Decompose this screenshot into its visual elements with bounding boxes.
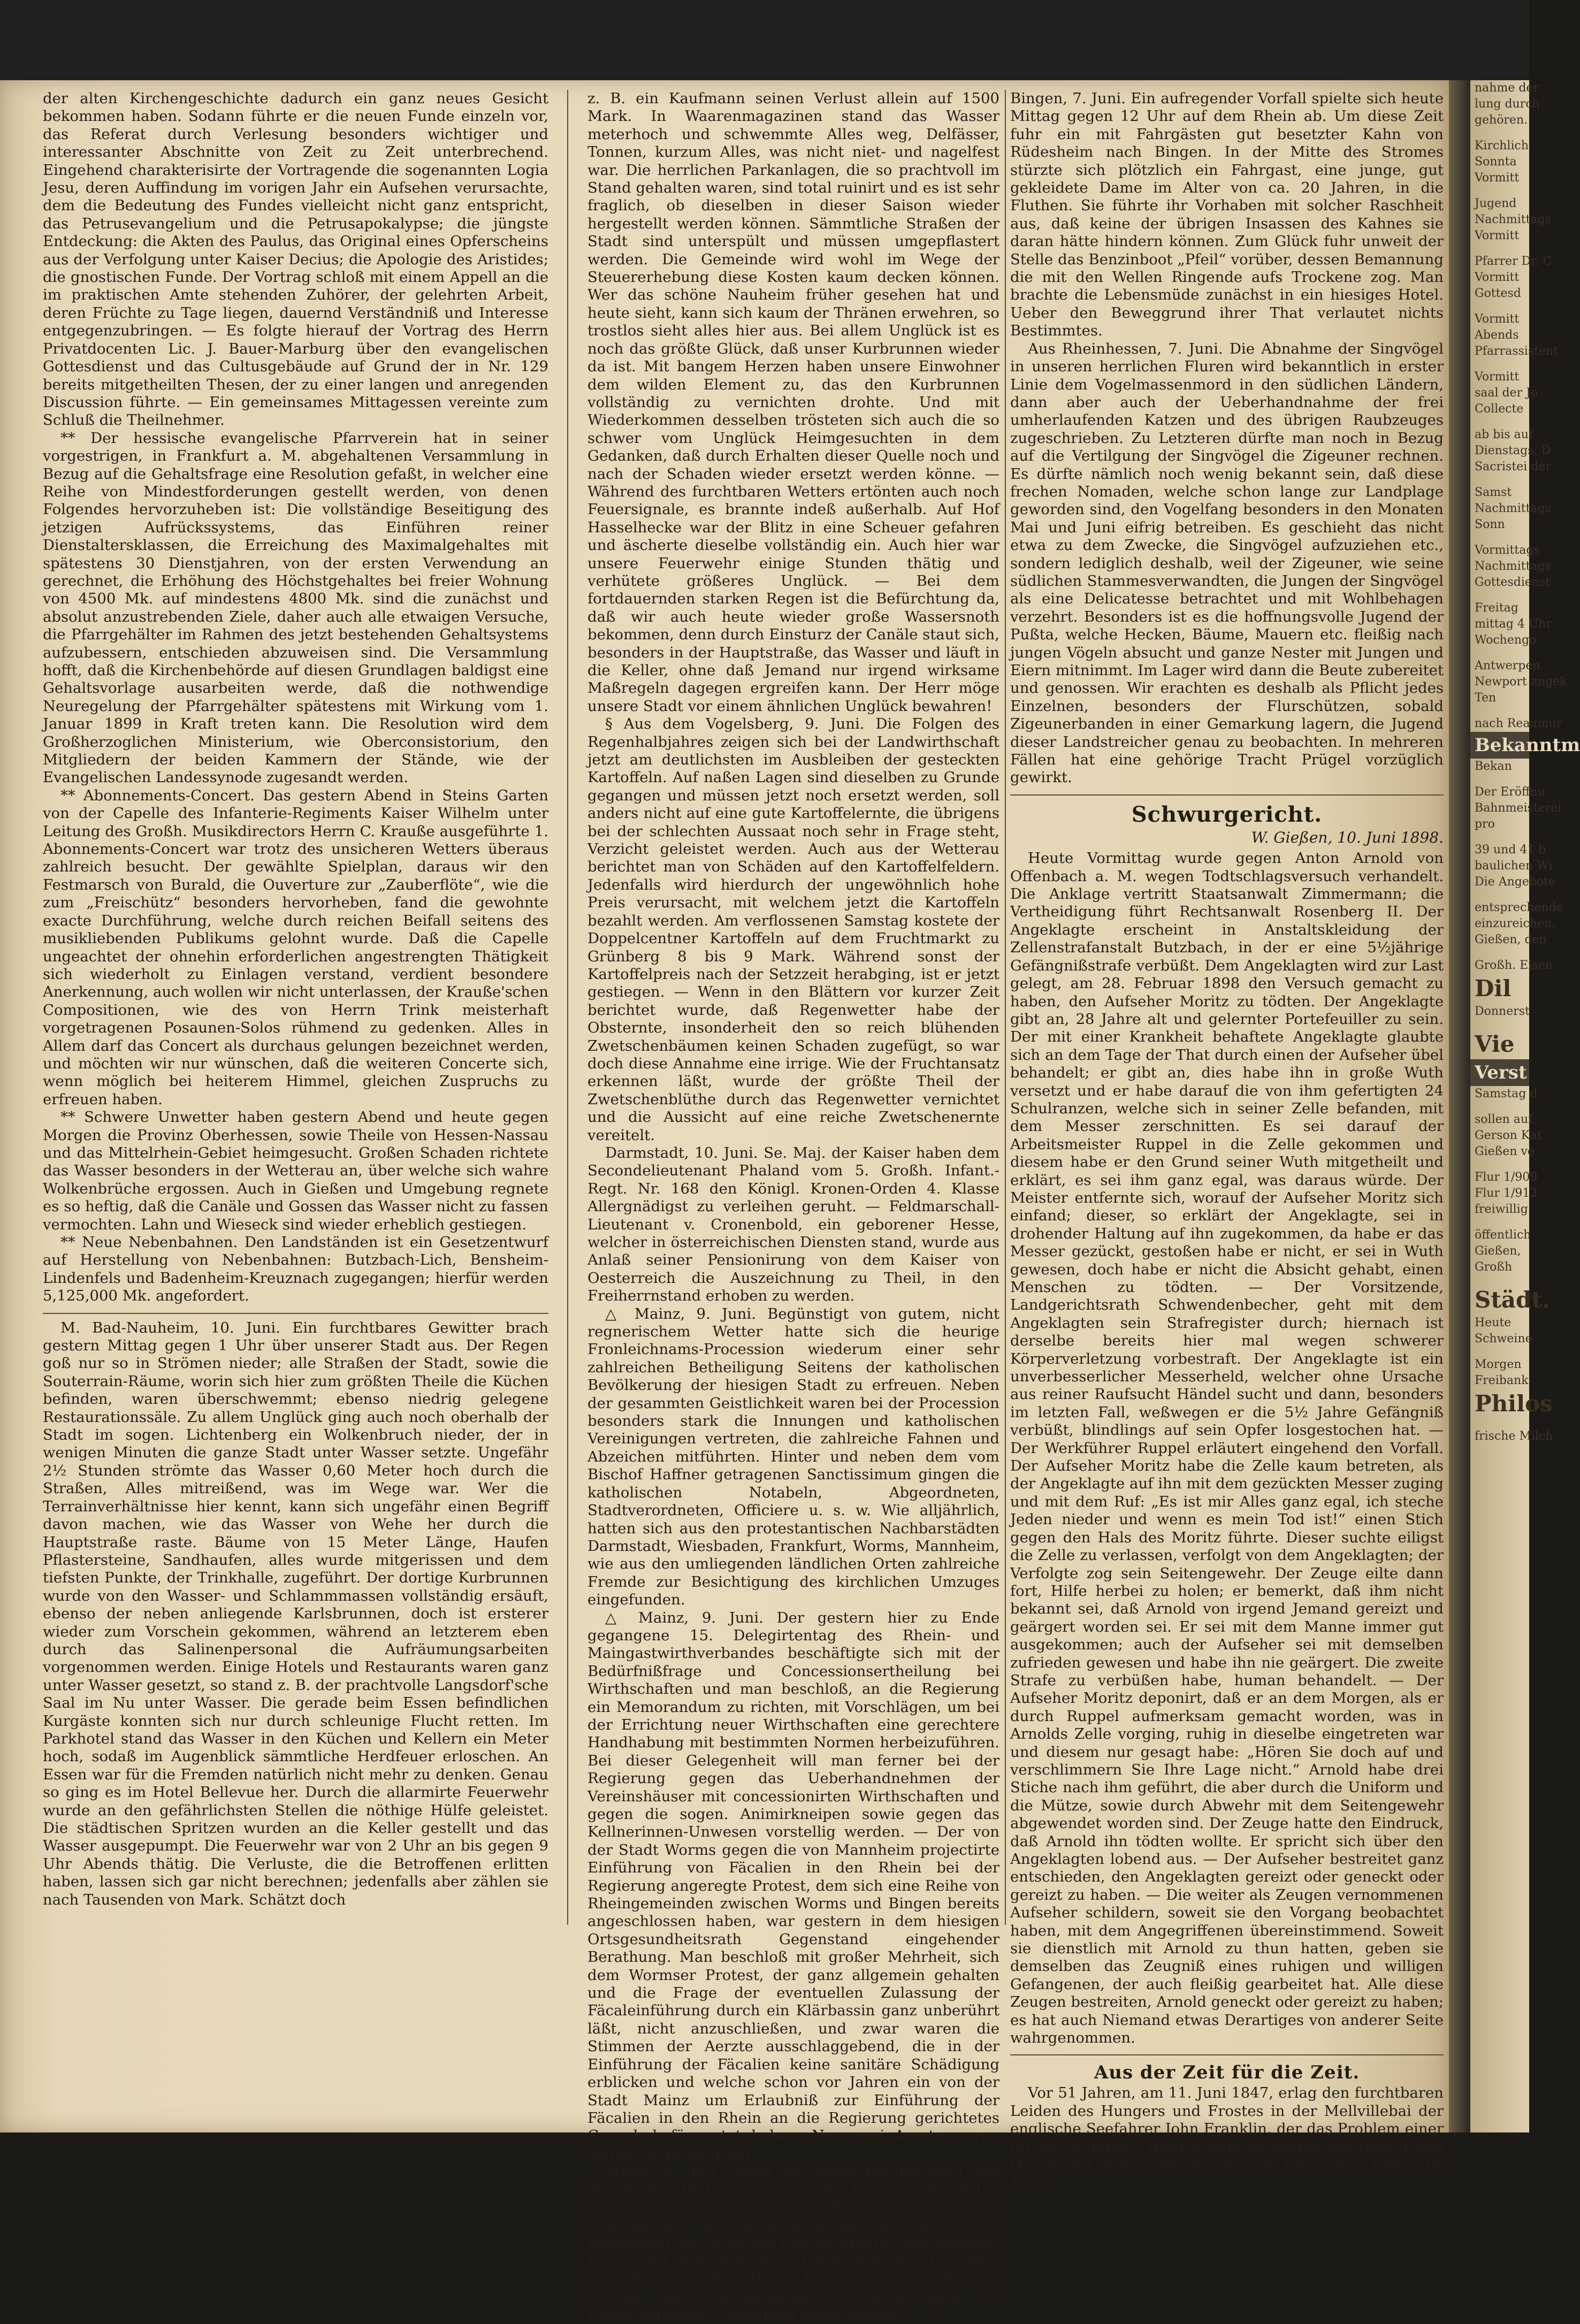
article-pfarrverein: ** Der hessische evangelische Pfarrverein hat in seiner vorgestrigen, in Frankfurt a. M. abgehaltenen Versammlung in Bezug auf die Gehaltsfrage eine Resolution gefaßt, in welcher eine Reihe von Mindestforderungen gestellt werden, von denen Folgendes hervorzuheben ist: Die vollständige Beseitigung des jetzigen Aufrückssystems, das Einführen reiner Dienstaltersklassen, die Erreichung des Maximalgehaltes mit spätestens 30 Dienstjahren, von der ersten Verwendung an gerechnet, die Erhöhung des Höchstgehaltes bei freier Wohnung von 4500 Mk. auf mindestens 4800 Mk. sind die zunächst und absolut anzustrebenden Ziele, daher auch alle etwaigen Versuche, die Pfarrgehälter im Rahmen des jetzt bestehenden Gehaltsystems aufzubessern, entschieden abzuweisen sind. Die Versammlung hofft, daß die Kirchenbehörde auf diesen Grundlagen baldigst eine Gehaltsvorlage ausarbeiten werde, daß die nothwendige Neuregelung der Pfarrgehälter spätestens mit Wirkung vom 1. Januar 1899 in Kraft treten kann. Die Resolution wird dem Großherzoglichen Ministerium, wie Oberconsistorium, den Mitgliedern der beiden Kammern der Stände, wie der Evangelischen Landessynode zugesandt werden. (43, 429, 548, 786)
adjacent-fragment-text: Freitag (1475, 601, 1518, 615)
adjacent-fragment-text: Vormitt (1475, 370, 1520, 384)
adjacent-fragment-text: Jugend (1475, 197, 1517, 210)
adjacent-fragment-text: Wochengo (1475, 633, 1537, 647)
adjacent-fragment-text: Gerson Kat (1475, 1129, 1542, 1142)
column-3 (1010, 90, 1444, 2192)
adjacent-fragment-text: Nachmittags (1475, 213, 1551, 226)
adjacent-fragment-text: Collecte (1475, 402, 1524, 416)
adjacent-fragment-text: Vormittags (1475, 544, 1540, 557)
adjacent-fragment-text: 39 und 41 b (1475, 843, 1546, 857)
adjacent-fragment-text: freiwillig (1475, 1203, 1528, 1216)
adjacent-fragment-text: Bahnmeisterei (1475, 801, 1562, 815)
section-separator (1010, 794, 1444, 796)
adjacent-page-text (1470, 80, 1580, 1444)
adjacent-fragment-text: Großh (1475, 1260, 1513, 1274)
column-2 (587, 90, 999, 2324)
article-bad-nauheim-cont: z. B. ein Kaufmann seinen Verlust allein auf 1500 Mark. In Waarenmagazinen stand das Wasser meterhoch und schwemmte Alles weg, Delfässer, Tonnen, kurzum Alles, was nicht niet- und nagelfest war. Die herrlichen Parkanlagen, die so prachtvoll im Stand gehalten waren, sind total ruinirt und es ist sehr fraglich, ob dieselben in dieser Saison wieder hergestellt werden können. Sämmtliche Straßen der Stadt sind unterspült und müssen umgepflastert werden. Die Gemeinde wird wohl im Wege der Steuererhebung diese Kosten kaum decken können. Wer das schöne Nauheim früher gesehen hat und heute sieht, kann sich kaum der Thränen erwehren, so trostlos sieht alles hier aus. Bei allem Unglück ist es noch das größte Glück, daß unser Kurbrunnen wieder da ist. Mit bangem Herzen haben unsere Einwohner dem wilden Element zu, das den Kurbrunnen vollständig zu vernichten drohte. Und mit Wiederkommen desselben trösteten sich auch die so schwer vom Unglück Heimgesuchten in dem Gedanken, daß durch Erhalten dieser Quelle noch und nach der Schaden wieder ersetzt werden könne. — Während des furchtbaren Wetters ertönten auch noch Feuersignale, es brannte indeß außerhalb. Auf Hof Hasselhecke war der Blitz in eine Scheuer gefahren und äscherte dieselbe vollständig ein. Auch hier war unsere Feuerwehr einige Stunden thätig und verhütete größeres Unglück. — Bei dem fortdauernden starken Regen ist die Befürchtung da, daß wir auch heute wieder große Wassersnoth bekommen, denn durch Einsturz der Canäle staut sich, besonders in der Hauptstraße, das Wasser und läuft in die Keller, ohne daß Jemand nur irgend wirksame Maßregeln dagegen ergreifen kann. Der Herr möge unsere Stadt vor einem ähnlichen Unglück bewahren! (587, 90, 999, 715)
adjacent-fragment-text: Antwerpen (1475, 659, 1540, 672)
adjacent-fragment-text: Gottesd (1475, 287, 1521, 300)
column-separator (43, 1313, 548, 1314)
adjacent-fragment-text: Die Angebote (1475, 875, 1556, 889)
article-mainz-gewitter: Mainz, 9. Juni. Ueber die ganze Rheingegend und den Ried entluden sich heute Nachmittag eine Reihe von heftigen Gewittern mit außerordentlich starken Regengüssen. In Naunheim schlug der Blitz in die Behausung des Ackerers Konrad Maurer und zündete. Es gelang indessen den Hausleuten, die Flammen alsbald zu ersticken. In der Richtung nach Großgerau trieben die niedergegangenen Regenmengen die Felder zeitweise vollständig unter Wasser. (587, 2163, 999, 2323)
adjacent-fragment-text: Gottesdienst (1475, 576, 1551, 589)
history-heading: Aus der Zeit für die Zeit. (1094, 2062, 1360, 2084)
adjacent-fragment-text: Flur 1/913 (1475, 1187, 1538, 1200)
page-gutter (1449, 80, 1470, 2132)
article-bingen: Bingen, 7. Juni. Ein aufregender Vorfall spielte sich heute Mittag gegen 12 Uhr auf dem Rhein ab. Um diese Zeit fuhr ein mit Fahrgästen gut besetzter Kahn von Rüdesheim nach Bingen. In der Mitte des Stromes stürzte sich plötzlich ein Fahrgast, eine junge, gut gekleidete Dame im Alter von ca. 20 Jahren, in die Fluthen. Sie führte ihr Vorhaben mit solcher Raschheit aus, daß keine der übrigen Insassen des Kahnes sie daran hätte hindern können. Zum Glück fuhr unweit der Stelle das Benzinboot „Pfeil“ vorüber, dessen Bemannung die mit den Wellen Ringende aufs Trockene zog. Man brachte die Lebensmüde zunächst in ein hiesiges Hotel. Ueber den Beweggrund ihrer That verlautet nichts Bestimmtes. (1010, 90, 1444, 340)
adjacent-fragment-text: baulichen Wi (1475, 859, 1553, 873)
adjacent-fragment-text: Vormitt (1475, 271, 1520, 284)
adjacent-fragment-text: Bekan (1475, 760, 1512, 773)
adjacent-fragment-text: ab bis auf (1475, 428, 1533, 441)
court-report: Heute Vormittag wurde gegen Anton Arnold von Offenbach a. M. wegen Todtschlagsversuch verhandelt. Die Anklage vertritt Staatsanwalt Zimmermann; die Vertheidigung führt Rechtsanwalt Rosenberg II. Der Angeklagte erscheint in Anstaltskleidung der Zellenstrafanstalt Butzbach, in der er eine 5½jährige Gefängnißstrafe verbüßt. Dem Angeklagten wird zur Last gelegt, am 28. Februar 1898 den Versuch gemacht zu haben, den Aufseher Moritz zu tödten. Der Angeklagte gibt an, 28 Jahre alt und gelernter Portefeuiller zu sein. Der mit einer Krankheit behaftete Angeklagte glaubte sich an dem Tage der That durch einen der Aufseher übel behandelt; er gibt an, dies habe ihn in große Wuth versetzt und er habe darauf die von ihm gefertigten 24 Schulranzen, welche sich in seiner Zelle befanden, mit dem Messer zerschnitten. Es sei darauf der Arbeitsmeister Ruppel in die Zelle gekommen und diesem habe er den Grund seiner Wuth mitgetheilt und erklärt, es sei ihm ganz egal, was daraus würde. Der Meister entfernte sich, worauf der Aufseher Moritz sich einfand; dieser, so erklärt der Angeklagte, sei in drohender Haltung auf ihn zugekommen, da habe er das Messer gezückt, gestoßen habe er nicht, er sei in Wuth gewesen, doch habe er nicht die Absicht gehabt, einen Menschen zu tödten. — Der Vorsitzende, Landgerichtsrath Schwendenbecher, geht mit dem Angeklagten sein Strafregister durch; hiernach ist derselbe bereits hier mal wegen schwerer Körperverletzung vorbestraft. Der Angeklagte ist ein unverbesserlicher Messerheld, welcher ohne Ursache aus reiner Raufsucht Händel sucht und dann, besonders im letzten Fall, weßwegen er die 5½ Jahre Gefängniß verbüßt, blindlings auf sein Opfer losgestochen hat. — Der Werkführer Ruppel erläutert eingehend den Vorfall. Der Aufseher Moritz habe die Zelle kaum betreten, als der Angeklagte auf ihn mit dem gezückten Messer zuging und mit dem Ruf: „Es ist mir Alles ganz egal, ich steche Jeden nieder und wenn es mein Tod ist!“ einen Stich gegen den Hals des Moritz führte. Dieser suchte eiligst die Zelle zu verlassen, verfolgt von dem Angeklagten; der Verfolgte zog sein Seitengewehr. Der Zeuge eilte dann fort, Hilfe herbei zu holen; er bemerkt, daß ihm nicht bekannt sei, daß Arnold von irgend Jemand gereizt und geärgert worden sei. Er sei mit dem Manne immer gut ausgekommen; auch der Aufseher sei mit demselben zufrieden gewesen und habe ihn nie geärgert. Die zweite Strafe zu verbüßen habe, human behandelt. — Der Aufseher Moritz deponirt, daß er an dem Morgen, als er durch Ruppel aufmerksam gemacht worden, was in Arnolds Zelle vorging, ruhig in dieselbe eingetreten war und diesem nur gesagt habe: „Hören Sie doch auf und verschlimmern Sie Ihre Lage nicht.“ Arnold habe drei Stiche nach ihm geführt, die aber durch die Uniform und die Mütze, sowie durch Abwehr mit dem Seitengewehr abgewendet worden sind. Der Zeuge hatte den Eindruck, daß Arnold ihn tödten wollte. Er spricht sich über den Angeklagten lobend aus. — Der Aufseher bestreitet ganz entschieden, den Angeklagten gereizt oder geneckt oder gereizt zu haben. — Die weiter als Zeugen vernommenen Aufseher schildern, soweit sie den Vorgang beobachtet haben, mit dem Angegriffenen übereinstimmend. Soweit sie dienstlich mit Arnold zu thun hatten, geben sie demselben das Zeugniß eines ruhigen und willigen Gefangenen, der auch fleißig gearbeitet hat. Alle diese Zeugen bestreiten, Arnold geneckt oder gereizt zu haben; es hat auch Niemand etwas Derartiges von anderer Seite wahrgenommen. (1010, 850, 1444, 2047)
court-heading: Schwurgericht. (1131, 801, 1323, 827)
adjacent-fragment-text: Gießen, den (1475, 933, 1547, 946)
article-unwetter: ** Schwere Unwetter haben gestern Abend und heute gegen Morgen die Provinz Oberhessen, sowie Theile von Hessen-Nassau und das Mittelrhein-Gebiet heimgesucht. Großen Schaden richtete das Wasser besonders in der Wetterau an, über welche sich wahre Wolkenbrüche ergossen. Auch in Gießen und Umgebung regnete es so heftig, daß die Canäle und Gossen das Wasser nicht zu fassen vermochten. Lahn und Wieseck sind wieder erheblich gestiegen. (43, 1109, 548, 1233)
adjacent-fragment-text: Sonn (1475, 518, 1505, 531)
adjacent-fragment-text: saal der Jo (1475, 386, 1538, 400)
article-bad-nauheim: M. Bad-Nauheim, 10. Juni. Ein furchtbares Gewitter brach gestern Mittag gegen 1 Uhr über unserer Stadt aus. Der Regen goß nur so in Strömen nieder; alle Straßen der Stadt, sowie die Souterrain-Räume, worin sich hier zum größten Theile die Küchen befinden, waren überschwemmt; ebenso niedrig gelegene Restaurationssäle. Zu allem Unglück ging auch noch oberhalb der Stadt im sogen. Lichtenberg ein Wolkenbruch nieder, der in wenigen Minuten die ganze Stadt unter Wasser setzte. Ungefähr 2½ Stunden strömte das Wasser 0,60 Meter hoch durch die Straßen, Alles mitreißend, was im Wege war. Wer die Terrainverhältnisse hier kennt, kann sich ungefähr einen Begriff davon machen, wie das Wasser von Wehe her durch die Hauptstraße raste. Bäume von 15 Meter Länge, Haufen Pflastersteine, Sandhaufen, alles wurde mitgerissen und dem tiefsten Punkte, der Trinkhalle, zugeführt. Der dortige Kurbrunnen wurde von den Wasser- und Schlammmassen vollständig ersäuft, ebenso der neben anliegende Karlsbrunnen, doch ist ersterer wieder zum Vorschein gekommen, während an letzterem eben durch das Salinenpersonal die Aufräumungsarbeiten vorgenommen werden. Einige Hotels und Restaurants waren ganz unter Wasser gesetzt, so stand z. B. der prachtvolle Langsdorf'sche Saal im Nu unter Wasser. Die gerade beim Essen befindlichen Kurgäste konnten sich nur durch schleunige Flucht retten. Im Parkhotel stand das Wasser in den Küchen und Kellern ein Meter hoch, sodaß im Augenblick sämmtliche Herdfeuer erloschen. An Essen war für die Fremden natürlich nicht mehr zu denken. Genau so ging es im Hotel Bellevue her. Durch die allarmirte Feuerwehr wurde an den gefährlichsten Stellen die nöthige Hülfe geleistet. Die städtischen Spritzen wurden an die Keller gestellt und das Wasser ausgepumpt. Die Feuerwehr war von 2 Uhr an bis gegen 9 Uhr Abends thätig. Die Verluste, die die Betroffenen erlitten haben, lassen sich gar nicht berechnen; jedenfalls aber zählen sie nach Tausenden von Mark. Schätzt doch (43, 1319, 548, 1908)
article-church-history-end: der alten Kirchengeschichte dadurch ein ganz neues Gesicht bekommen haben. Sodann führte er die neuen Funde einzeln vor, das Referat durch Verlesung besonders wichtiger und interessanter Abschnitte von Zeit zu Zeit unterbrechend. Eingehend charakterisirte der Vortragende die sogenannten Logia Jesu, deren Auffindung im vorigen Jahr ein Aufsehen verursachte, dem die Bedeutung des Fundes vielleicht nicht ganz entspricht, das Petrusevangelium und die Petrusapokalypse; die jüngste Entdeckung: die Akten des Paulus, das Original eines Opferscheins aus der Verfolgung unter Kaiser Decius; die Apologie des Aristides; die gnostischen Funde. Der Vortrag schloß mit einem Appell an die im praktischen Amte stehenden Zuhörer, der gelehrten Arbeit, deren Früchte zu Tage liegen, dauernd Verständniß und Interesse entgegenzubringen. — Es folgte hierauf der Vortrag des Herrn Privatdocenten Lic. J. Bauer-Marburg über den evangelischen Gottesdienst und das Cultusgebäude auf Grund der in Nr. 129 bereits mitgetheilten Thesen, der zu einer langen und anregenden Discussion führte. — Ein gemeinsames Mittagessen vereinte zum Schluß die Theilnehmer. (43, 90, 548, 429)
adjacent-fragment-text: entsprechende (1475, 901, 1563, 914)
adjacent-fragment-text: Gießen ve (1475, 1145, 1535, 1158)
adjacent-fragment-text: Sacristei der (1475, 460, 1551, 473)
court-dateline: W. Gießen, 10. Juni 1898. (1251, 828, 1444, 846)
adjacent-fragment-text: Samst (1475, 486, 1512, 499)
adjacent-fragment-text: Vie (1475, 1031, 1515, 1057)
adjacent-fragment-text: Pfarrer Dr. C (1475, 255, 1552, 268)
adjacent-fragment-text: Samstag d (1475, 1087, 1538, 1100)
adjacent-fragment-text: Vormitt (1475, 312, 1520, 326)
adjacent-fragment-text: nahme der (1475, 81, 1539, 95)
adjacent-fragment-text: Städt. (1475, 1287, 1550, 1313)
adjacent-fragment-text: Kirchlich (1475, 139, 1529, 152)
adjacent-fragment-text: Heute (1475, 1316, 1512, 1329)
adjacent-fragment-text: Vormitt (1475, 171, 1520, 185)
adjacent-fragment-text: sollen auf (1475, 1113, 1533, 1126)
adjacent-fragment-text: Newport angek (1475, 675, 1567, 689)
history-text: Vor 51 Jahren, am 11. Juni 1847, erlag den furchtbaren Leiden des Hungers und Frostes in der Mellvillebai der englische Seefahrer John Franklin, der das Problem einer für die Schiffahrt freilich unbrauchbaren nordwestlichen Durchfahrt löste und durch sein tragisches Ende die Theil- (1010, 2084, 1444, 2191)
adjacent-fragment-text: lung durch (1475, 97, 1540, 111)
section-separator (1010, 2054, 1444, 2055)
column-rule (1005, 90, 1006, 1925)
adjacent-fragment-text: Flur 1/909 (1475, 1171, 1538, 1184)
adjacent-fragment-text: einzureichen. (1475, 917, 1556, 930)
adjacent-fragment-text: Vormitt (1475, 229, 1520, 242)
adjacent-fragment-text: frische Milch (1475, 1429, 1553, 1443)
adjacent-fragment-text: pro (1475, 817, 1495, 831)
article-darmstadt: Darmstadt, 10. Juni. Se. Maj. der Kaiser haben dem Secondelieutenant Phaland vom 5. Großh. Infant.-Regt. Nr. 168 den Königl. Kronen-Orden 4. Klasse Allergnädigst zu verleihen geruht. — Feldmarschall-Lieutenant v. Cronenbold, ein geborener Hesse, welcher in österreichischen Diensten stand, wurde aus Anlaß seiner Pensionirung von dem Kaiser von Oesterreich die Auszeichnung zu Theil, in den Freiherrnstand erhoben zu werden. (587, 1144, 999, 1305)
column-1 (43, 90, 548, 1909)
article-mainz-procession: △ Mainz, 9. Juni. Begünstigt von gutem, nicht regnerischem Wetter hatte sich die heurige Fronleichnams-Procession wiederum einer sehr zahlreichen Betheiligung Seitens der katholischen Bevölkerung der hiesigen Stadt zu erfreuen. Neben der gesammten Geistlichkeit waren bei der Procession besonders stark die Innungen und katholischen Vereinigungen vertreten, die zahlreiche Fahnen und Abzeichen mitführten. Hinter und neben dem vom Bischof Haffner getragenen Sanctissimum gingen die katholischen Notabeln, Abgeordneten, Stadtverordneten, Officiere u. s. w. Wie alljährlich, hatten sich aus den protestantischen Nachbarstädten Darmstadt, Wiesbaden, Frankfurt, Worms, Mannheim, wie aus den umliegenden ländlichen Orten zahlreiche Fremde zur Besichtigung des kirchlichen Umzuges eingefunden. (587, 1305, 999, 1609)
adjacent-fragment-text: öffentlich (1475, 1228, 1531, 1242)
article-nebenbahnen: ** Neue Nebenbahnen. Den Landständen ist ein Gesetzentwurf auf Herstellung von Nebenbahnen: Butzbach-Lich, Bensheim-Lindenfels und Badenheim-Kreuznach zugegangen; hierfür werden 5,125,000 Mk. angefordert. (43, 1234, 548, 1305)
adjacent-fragment-text: Philos (1475, 1390, 1553, 1417)
adjacent-page-fragment (1470, 80, 1580, 2132)
adjacent-fragment-text: Freibank (1475, 1374, 1529, 1387)
adjacent-fragment-text: Dil (1475, 975, 1512, 1002)
adjacent-fragment-text: Nachmittags (1475, 502, 1551, 515)
adjacent-fragment-text: Gießen, (1475, 1244, 1521, 1258)
scan-background-top (0, 0, 1529, 80)
adjacent-fragment-text: Sonnta (1475, 155, 1517, 169)
adjacent-fragment-text: Dienstags, D (1475, 444, 1551, 457)
adjacent-fragment-text: gehören. (1475, 113, 1528, 127)
article-mainz-delegirtentag: △ Mainz, 9. Juni. Der gestern hier zu Ende gegangene 15. Delegirtentag des Rhein- und Maingastwirthverbandes beschäftigte sich mit der Bedürfnißfrage und Concessionsertheilung bei Wirthschaften und man beschloß, an die Regierung ein Memorandum zu richten, mit Vorschlägen, um bei der Errichtung neuer Wirthschaften eine gerechtere Handhabung mit bestimmten Normen herbeizuführen. Bei dieser Gelegenheit will man ferner bei der Regierung gegen das Ueberhandnehmen der Vereinshäuser mit concessionirten Wirthschaften und gegen die sogen. Animirkneipen sowie gegen das Kellnerinnen-Unwesen vorstellig werden. — Der von der Stadt Worms gegen die von Mannheim projectirte Einführung von Fäcalien in den Rhein bei der Regierung angeregte Protest, dem sich eine Reihe von Rheingemeinden zwischen Worms und Bingen bereits angeschlossen haben, war gestern in dem hiesigen Ortsgesundheitsrath Gegenstand eingehender Berathung. Man beschloß mit großer Mehrheit, sich dem Wormser Protest, der ganz allgemein gehalten und die Frage der eventuellen Zulassung der Fäcaleinführung durch ein Klärbassin ganz unberührt läßt, nicht anzuschließen, und zwar waren die Stimmen der Aerzte ausschlaggebend, die in der Einführung der Fäcalien keine sanitäre Schädigung erblicken und welche schon vor Jahren ein von der Stadt Mainz um Erlaubniß zur Einführung der Fäcalien in den Rhein an die Regierung gerichtetes Gesuch befürwortet haben. Nur zwei Aerzte waren gegen die Einführung. (587, 1609, 999, 2162)
adjacent-fragment-text: Schweine (1475, 1332, 1532, 1346)
adjacent-fragment-text: Bekanntm (1470, 732, 1529, 759)
article-vogelsberg: § Aus dem Vogelsberg, 9. Juni. Die Folgen des Regenhalbjahres zeigen sich bei der Landwirthschaft jetzt am deutlichsten im Ausbleiben der gesteckten Kartoffeln. Auf naßen Lagen sind dieselben zu Grunde gegangen und müssen jetzt noch ersetzt werden, soll anders nicht auf eine gute Kartoffelernte, die übrigens bei der schlechten Aussaat noch sehr in Frage steht, Verzicht geleistet werden. Auch aus der Wetterau berichtet man von Schäden auf den Kartoffelfeldern. Jedenfalls wird hierdurch der ungewöhnlich hohe Preis verursacht, mit welchem jetzt die Kartoffeln bezahlt werden. Am verflossenen Samstag kostete der Doppelcentner Kartoffeln auf dem Fruchtmarkt zu Grünberg 8 bis 9 Mark. Während sonst der Kartoffelpreis nach der Setzzeit herabging, ist er jetzt gestiegen. — Wenn in den Blättern vor kurzer Zeit berichtet wurde, daß Regenwetter habe der Obsternte, insonderheit den so reich blühenden Zwetschenbäumen keinen Schaden zugefügt, so war doch diese Annahme eine irrige. Wie der Fruchtansatz erkennen läßt, wurde der größte Theil der Zwetschenblüthe durch das Regenwetter vernichtet und die Aussicht auf eine reiche Zwetschenernte vereitelt. (587, 715, 999, 1144)
adjacent-fragment-text: Donnerst (1475, 1005, 1530, 1018)
adjacent-fragment-text: Abends (1475, 328, 1519, 342)
column-rule (567, 90, 568, 1925)
adjacent-fragment-text: Verst (1470, 1059, 1529, 1086)
adjacent-fragment-text: Nachmittags (1475, 560, 1551, 573)
adjacent-fragment-text: Großh. Eisen (1475, 959, 1553, 972)
adjacent-fragment-text: Der Eröffnu (1475, 785, 1545, 799)
adjacent-fragment-text: Ten (1475, 691, 1497, 705)
article-abonnements-concert: ** Abonnements-Concert. Das gestern Abend in Steins Garten von der Capelle des Infanterie-Regiments Kaiser Wilhelm unter Leitung des Großh. Musikdirectors Herrn C. Krauße ausgeführte 1. Abonnements-Concert war trotz des unsicheren Wetters überaus zahlreich besucht. Der gewählte Spielplan, daraus wir den Festmarsch von Burald, die Ouverture zur „Zauberflöte“, wie die zum „Freischütz“ besonders hervorheben, fand die gewohnte exacte Durchführung, welche durch reichen Beifall seitens des musikliebenden Publikums gelohnt wurde. Daß die Capelle ungeachtet der ohnehin erforderlichen angestrengten Thätigkeit sich wiederholt zu Einlagen verstand, verdient besondere Anerkennung, auch wollen wir nicht unterlassen, der Krauße'schen Compositionen, wie des von Herrn Trink meisterhaft vorgetragenen Posaunen-Solos rühmend zu gedenken. Alles in Allem darf das Concert als durchaus gelungen bezeichnet werden, und möchten wir nur wünschen, daß die weiteren Concerte sich, wenn möglich bei heiterem Himmel, gleichen Zuspruchs zu erfreuen haben. (43, 786, 548, 1108)
article-rheinhessen: Aus Rheinhessen, 7. Juni. Die Abnahme der Singvögel in unseren herrlichen Fluren wird bekanntlich in erster Linie dem Vogelmassenmord in den südlichen Ländern, dann aber auch der Ueberhandnahme der frei umherlaufenden Katzen und des übrigen Raubzeuges zugeschrieben. Zu Letzteren dürfte man noch in Bezug auf die Vertilgung der Singvögel die Zigeuner rechnen. Es dürfte nämlich noch wenig bekannt sein, daß diese frechen Nomaden, welche schon lange zur Landplage geworden sind, den Vogelfang besonders in den Monaten Mai und Juni eifrig betreiben. Es geschieht das nicht etwa zu dem Zwecke, die Singvögel aufzuziehen etc., sondern lediglich deshalb, weil der Zigeuner, wie seine südlichen Stammesverwandten, die Jungen der Singvögel als eine Delicatesse betrachtet und mit Wohlbehagen verzehrt. Besonders ist es die hoffnungsvolle Jugend der Pußta, welche Hecken, Bäume, Mauern etc. fleißig nach jungen Vögeln absucht und ganze Nester mit Jungen und Eiern mitnimmt. Im Lager wird dann die Beute zubereitet und genossen. Wir erachten es deshalb als Pflicht jedes Einzelnen, besonders der Flurschützen, sobald Zigeunerbanden in einer Gemarkung lagern, die Jugend dieser Landstreicher genau zu beobachten. In mehreren Fällen hat eine gehörige Tracht Prügel vorzüglich gewirkt. (1010, 340, 1444, 786)
adjacent-fragment-text: Morgen (1475, 1358, 1522, 1371)
adjacent-fragment-text: mittag 4 Uhr (1475, 617, 1552, 631)
adjacent-fragment-text: Pfarrassistent (1475, 345, 1558, 358)
adjacent-fragment-text: nach Reaumur (1475, 717, 1562, 730)
